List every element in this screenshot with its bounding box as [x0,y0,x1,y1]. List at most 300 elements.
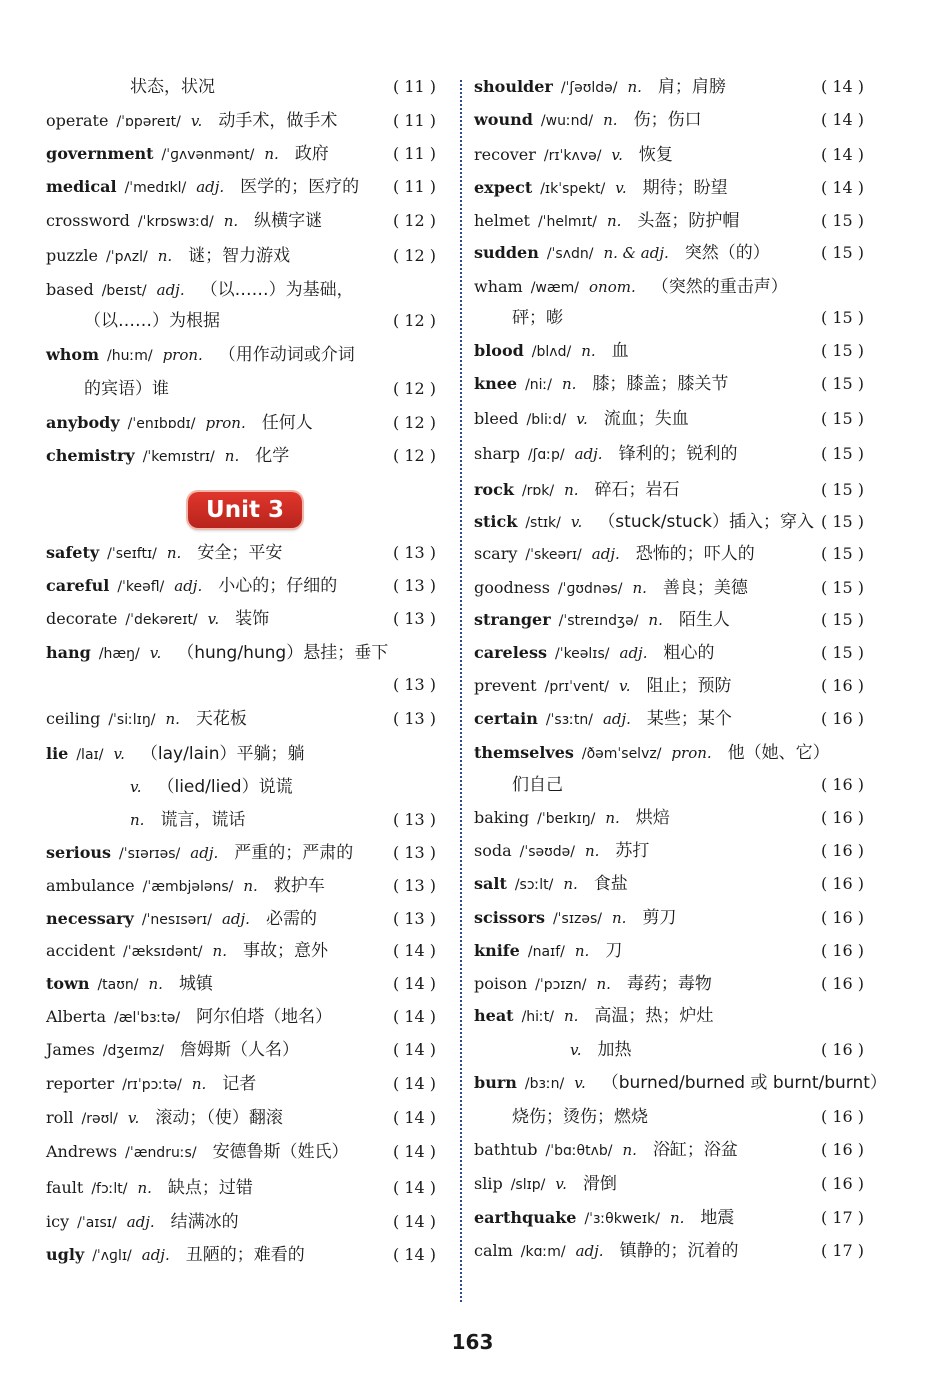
entry-content [46,604,269,635]
chinese-meaning: 镇静的；沉着的 [619,1241,739,1261]
vocab-entry [474,770,864,800]
vocab-entry [474,936,864,966]
chinese-meaning: 安德鲁斯（姓氏） [212,1142,349,1162]
entry-content [474,369,728,400]
vocab-entry [46,936,436,966]
vocab-entry [474,738,864,768]
chinese-meaning: 碎石；岩石 [594,480,680,500]
phonetic: /rɪˈkʌvə/ [543,148,602,164]
chinese-meaning: （hung/hung）悬挂；垂下 [177,643,389,663]
entry-content [474,439,738,470]
chinese-meaning: （stuck/stuck）插入；穿入 [598,512,815,532]
headword: chemistry [46,446,135,465]
chinese-meaning: 状态，状况 [130,77,215,97]
vocab-entry [46,441,436,471]
entry-content [474,272,788,303]
part-of-speech: pron. [205,414,246,432]
page-reference: ( 12 ) [392,311,436,330]
headword: town [46,974,90,993]
phonetic: /ˈpɔɪzn/ [535,977,587,993]
chinese-meaning: 必需的 [265,909,317,929]
part-of-speech: v. [190,112,203,130]
entry-content [474,539,755,570]
entry-content [474,903,676,934]
vocab-entry [46,1035,436,1065]
chinese-meaning: 们自己 [512,775,563,795]
headword: serious [46,843,112,862]
headword: based [46,280,94,299]
chinese-meaning: 阻止；预防 [646,676,732,696]
vocab-entry [474,140,864,170]
vocab-entry [46,241,436,271]
chinese-meaning: 丑陋的；难看的 [185,1245,305,1265]
chinese-meaning: 某些；某个 [646,709,732,729]
headword: ugly [46,1245,85,1264]
entry-content [46,638,388,669]
headword: recover [474,145,536,164]
chinese-meaning: 滑倒 [582,1174,617,1194]
entry-content [46,139,329,170]
part-of-speech: v. [574,1074,586,1092]
chinese-meaning: 城镇 [178,974,213,994]
headword: rock [474,480,514,499]
entry-content [474,206,739,237]
part-of-speech: adj. [221,910,250,928]
part-of-speech: n. [243,877,258,895]
entry-content [474,1169,617,1200]
entry-content [474,140,673,171]
page-reference: ( 13 ) [392,909,436,928]
part-of-speech: n. [584,842,600,860]
entry-content [474,336,629,367]
entry-content [474,573,748,604]
part-of-speech: adj. [196,178,225,196]
page-reference: ( 16 ) [820,1140,864,1159]
part-of-speech: pron. [671,744,712,762]
vocab-entry [46,340,436,370]
chinese-meaning: 救护车 [273,876,325,896]
part-of-speech: v. [619,677,631,695]
page-reference: ( 15 ) [820,544,864,563]
phonetic: /ˈsɜːtn/ [545,712,593,728]
part-of-speech: v. [611,146,623,164]
vocab-entry [46,969,436,999]
page-reference: ( 14 ) [820,110,864,129]
chinese-meaning: 肩；肩膀 [657,77,726,97]
entry-content [46,172,359,203]
entry-content [46,704,247,735]
vocab-entry [474,272,864,302]
page-reference: ( 16 ) [820,775,864,794]
vocab-entry [474,1135,864,1165]
vocab-entry [474,539,864,569]
part-of-speech: n. [165,710,180,728]
page-reference: ( 15 ) [820,444,864,463]
page-reference: ( 17 ) [820,1241,864,1260]
part-of-speech: adj. [574,445,603,463]
page-reference: ( 14 ) [392,974,436,993]
phonetic: /ˈkemɪstrɪ/ [142,449,215,465]
headword: scissors [474,908,545,927]
headword: helmet [474,211,530,230]
chinese-meaning: （用作动词或介词 [218,345,355,365]
entry-content [46,106,337,137]
page-reference: ( 12 ) [392,446,436,465]
chinese-meaning: （突然的重击声） [651,277,788,297]
headword: certain [474,709,538,728]
chinese-meaning: 烧伤；烫伤；燃烧 [512,1107,648,1127]
chinese-meaning: 谎言，谎话 [160,810,246,830]
phonetic: /ˈændruːs/ [125,1145,197,1161]
part-of-speech: n. [574,942,590,960]
phonetic: /ˈdekəreɪt/ [125,612,198,628]
headword: roll [46,1108,74,1127]
vocab-entry [46,374,436,404]
vocab-entry [46,538,436,568]
headword: operate [46,111,109,130]
entry-content [46,571,337,602]
chinese-meaning: 毒药；毒物 [626,974,712,994]
phonetic: /ˈhelmɪt/ [537,214,597,230]
entry-content [46,1103,283,1134]
page-reference: ( 11 ) [392,144,436,163]
chinese-meaning: 浴缸；浴盆 [652,1140,738,1160]
vocab-entry [474,439,864,469]
headword: wham [474,277,523,296]
page-reference: ( 16 ) [820,908,864,927]
headword: stick [474,512,518,531]
entry-content [474,1135,738,1166]
chinese-meaning: 伤；伤口 [633,110,702,130]
phonetic: /ˈaɪsɪ/ [77,1215,117,1231]
phonetic: /rɪˈpɔːtə/ [122,1077,182,1093]
vocab-entry [46,139,436,169]
page-reference: ( 13 ) [392,543,436,562]
chinese-meaning: 膝；膝盖；膝关节 [592,374,729,394]
headword: expect [474,178,533,197]
chinese-meaning: 政府 [294,144,329,164]
headword: stranger [474,610,551,629]
entry-content [46,838,353,869]
chinese-meaning: 化学 [255,446,290,466]
part-of-speech: n. [212,942,227,960]
entry-content [474,507,814,538]
chinese-meaning: 刀 [605,941,623,961]
page-reference: ( 11 ) [392,77,436,96]
entry-content [474,704,732,735]
headword: ceiling [46,709,101,728]
part-of-speech: n. [137,1179,152,1197]
chinese-meaning: 地震 [700,1208,735,1228]
phonetic: /ˈsiːlɪŋ/ [108,712,156,728]
entry-content [474,803,670,834]
phonetic: /ˈæmbjələns/ [142,879,234,895]
vocab-entry [474,303,864,333]
entry-content [46,1240,305,1271]
vocab-entry [46,805,436,835]
part-of-speech: v. [555,1175,567,1193]
vocab-entry [46,670,436,700]
entry-content [46,904,317,935]
phonetic: /rəʊl/ [81,1111,118,1127]
chinese-meaning: （lied/lied）说谎 [157,777,293,797]
phonetic: /rɒk/ [521,483,555,499]
entry-content [130,72,215,102]
headword: necessary [46,909,134,928]
part-of-speech: n. [564,481,579,499]
vocab-entry [474,903,864,933]
page-reference: ( 13 ) [392,876,436,895]
phonetic: /ˈsʌdn/ [546,246,594,262]
headword: careful [46,576,110,595]
phonetic: /beɪst/ [101,283,147,299]
entry-content [474,72,726,103]
unit-heading-badge: Unit 3 [188,492,302,528]
phonetic: /ʃɑːp/ [527,447,565,463]
vocab-entry [46,1207,436,1237]
vocab-entry [474,404,864,434]
part-of-speech: n. [562,375,577,393]
headword: salt [474,874,507,893]
entry-content [46,538,282,569]
phonetic: /ˈseɪftɪ/ [107,546,157,562]
page-reference: ( 14 ) [392,1178,436,1197]
vocab-entry [46,106,436,136]
entry-content [84,306,220,336]
headword: whom [46,345,100,364]
vocab-entry [474,573,864,603]
vocab-entry [474,105,864,135]
phonetic: /ˈenɪbɒdɪ/ [127,416,196,432]
entry-content [512,303,563,333]
headword: icy [46,1212,70,1231]
entry-content [474,869,628,900]
chinese-meaning: （以……）为基础， [200,280,354,300]
vocab-entry [474,1001,864,1031]
page-reference: ( 15 ) [820,374,864,393]
part-of-speech: adj. [190,844,219,862]
entry-content [570,1035,631,1065]
page-reference: ( 11 ) [392,177,436,196]
vocab-entry [474,475,864,505]
page-reference: ( 16 ) [820,1174,864,1193]
page-reference: ( 15 ) [820,308,864,327]
chinese-meaning: 滚动；（使）翻滚 [155,1108,283,1128]
phonetic: /taʊn/ [97,977,139,993]
part-of-speech: adj. [141,1246,170,1264]
page-reference: ( 12 ) [392,246,436,265]
phonetic: /slɪp/ [510,1177,546,1193]
entry-content [130,805,245,835]
vocab-entry [474,1068,887,1098]
part-of-speech: n. [632,579,647,597]
entry-content [474,238,770,269]
page-reference: ( 12 ) [392,211,436,230]
part-of-speech: n. [627,78,642,96]
entry-content [46,340,355,371]
page-reference: ( 12 ) [392,413,436,432]
page-reference: ( 17 ) [820,1208,864,1227]
page-reference: ( 16 ) [820,841,864,860]
headword: earthquake [474,1208,577,1227]
chinese-meaning: 砰；嘭 [512,308,563,328]
chinese-meaning: （以……）为根据 [84,311,220,331]
vocab-entry [474,336,864,366]
chinese-meaning: 高温；热；炉灶 [594,1006,714,1026]
vocab-entry [474,1035,864,1065]
column-divider [460,80,462,1302]
headword: slip [474,1174,503,1193]
headword: blood [474,341,524,360]
entry-content [474,404,689,435]
chinese-meaning: 严重的；严肃的 [234,843,354,863]
chinese-meaning: （lay/lain）平躺；躺 [140,744,305,764]
part-of-speech: n. [596,975,611,993]
entry-content [46,1173,253,1204]
headword: reporter [46,1074,115,1093]
chinese-meaning: 动手术，做手术 [218,111,338,131]
chinese-meaning: 血 [611,341,629,361]
phonetic: /wuːnd/ [540,113,594,129]
vocab-entry [46,871,436,901]
headword: burn [474,1073,517,1092]
headword: bathtub [474,1140,538,1159]
phonetic: /ˈkeəlɪs/ [555,646,610,662]
part-of-speech: n. [605,809,620,827]
chinese-meaning: 善良；美德 [662,578,748,598]
headword: heat [474,1006,514,1025]
phonetic: /hæŋ/ [98,646,140,662]
page-number: 163 [451,1330,494,1354]
part-of-speech: adj. [619,644,648,662]
part-of-speech: n. & adj. [603,244,669,262]
entry-content [46,206,322,237]
page-reference: ( 15 ) [820,578,864,597]
phonetic: /ˈskeərɪ/ [525,547,582,563]
vocab-entry [46,172,436,202]
headword: themselves [474,743,574,762]
vocab-entry [474,1102,864,1132]
headword: crossword [46,211,130,230]
phonetic: /blʌd/ [531,344,572,360]
part-of-speech: n. [581,342,596,360]
entry-content [46,408,313,439]
entry-content [474,1001,713,1032]
part-of-speech: pron. [162,346,203,364]
entry-content [46,1035,299,1066]
phonetic: /ælˈbɜːtə/ [114,1010,181,1026]
phonetic: /ˈsɪzəs/ [552,911,602,927]
entry-content [46,1207,239,1238]
part-of-speech: adj. [174,577,203,595]
vocab-entry [474,238,864,268]
part-of-speech: n. [148,975,163,993]
page-reference: ( 16 ) [820,941,864,960]
page-reference: ( 16 ) [820,808,864,827]
chinese-meaning: 任何人 [261,413,313,433]
headword: scary [474,544,518,563]
chinese-meaning: 安全；平安 [197,543,283,563]
phonetic: /ˈnesɪsərɪ/ [141,912,212,928]
headword: safety [46,543,100,562]
phonetic: /ˈkeəfl/ [117,579,165,595]
page-reference: ( 14 ) [820,145,864,164]
part-of-speech: n. [224,447,240,465]
page-reference: ( 15 ) [820,643,864,662]
vocab-entry [46,1240,436,1270]
chinese-meaning: 的宾语）谁 [84,379,169,399]
page-reference: ( 16 ) [820,1040,864,1059]
entry-content [474,1203,734,1234]
entry-content [130,772,293,802]
vocab-entry [46,1002,436,1032]
page-reference: ( 15 ) [820,512,864,531]
headword: knife [474,941,520,960]
chinese-meaning: 小心的；仔细的 [218,576,338,596]
headword: ambulance [46,876,135,895]
headword: hang [46,643,91,662]
phonetic: /kɑːm/ [520,1244,566,1260]
page-reference: ( 15 ) [820,243,864,262]
page-reference: ( 14 ) [392,1074,436,1093]
phonetic: /ˈkrɒswɜːd/ [137,214,214,230]
chinese-meaning: 期待；盼望 [642,178,728,198]
vocab-entry [46,772,436,802]
vocab-entry [474,869,864,899]
vocab-entry [46,739,436,769]
entry-content [84,374,169,404]
headword: bleed [474,409,519,428]
vocab-entry [474,605,864,635]
headword: goodness [474,578,550,597]
headword: careless [474,643,547,662]
headword: lie [46,744,69,763]
part-of-speech: n. [622,1141,637,1159]
entry-content [46,275,354,306]
chinese-meaning: 医学的；医疗的 [240,177,360,197]
vocab-entry [46,206,436,236]
phonetic: /ˈʃəʊldə/ [560,80,618,96]
part-of-speech: v. [570,513,583,531]
entry-content [46,871,325,902]
phonetic: /ˈbɑːθtʌb/ [545,1143,613,1159]
phonetic: /wæm/ [530,280,579,296]
part-of-speech: n. [223,212,239,230]
page-reference: ( 16 ) [820,1107,864,1126]
headword: medical [46,177,117,196]
page-reference: ( 14 ) [392,1245,436,1264]
vocab-entry [46,1103,436,1133]
phonetic: /ˈɒpəreɪt/ [116,114,181,130]
part-of-speech: adj. [575,1242,604,1260]
vocab-entry [46,838,436,868]
phonetic: /niː/ [525,377,552,393]
page-reference: ( 12 ) [392,379,436,398]
page-reference: ( 13 ) [392,709,436,728]
part-of-speech: n. [130,811,145,829]
part-of-speech: v. [130,778,142,796]
vocab-entry [474,1169,864,1199]
phonetic: /ˈsəʊdə/ [519,844,575,860]
page-reference: ( 13 ) [392,675,436,694]
part-of-speech: v. [615,179,627,197]
page-reference: ( 15 ) [820,409,864,428]
chinese-meaning: 食盐 [593,874,628,894]
chinese-meaning: 陌生人 [678,610,730,630]
vocab-entry [46,408,436,438]
vocab-entry [474,206,864,236]
page-reference: ( 16 ) [820,874,864,893]
